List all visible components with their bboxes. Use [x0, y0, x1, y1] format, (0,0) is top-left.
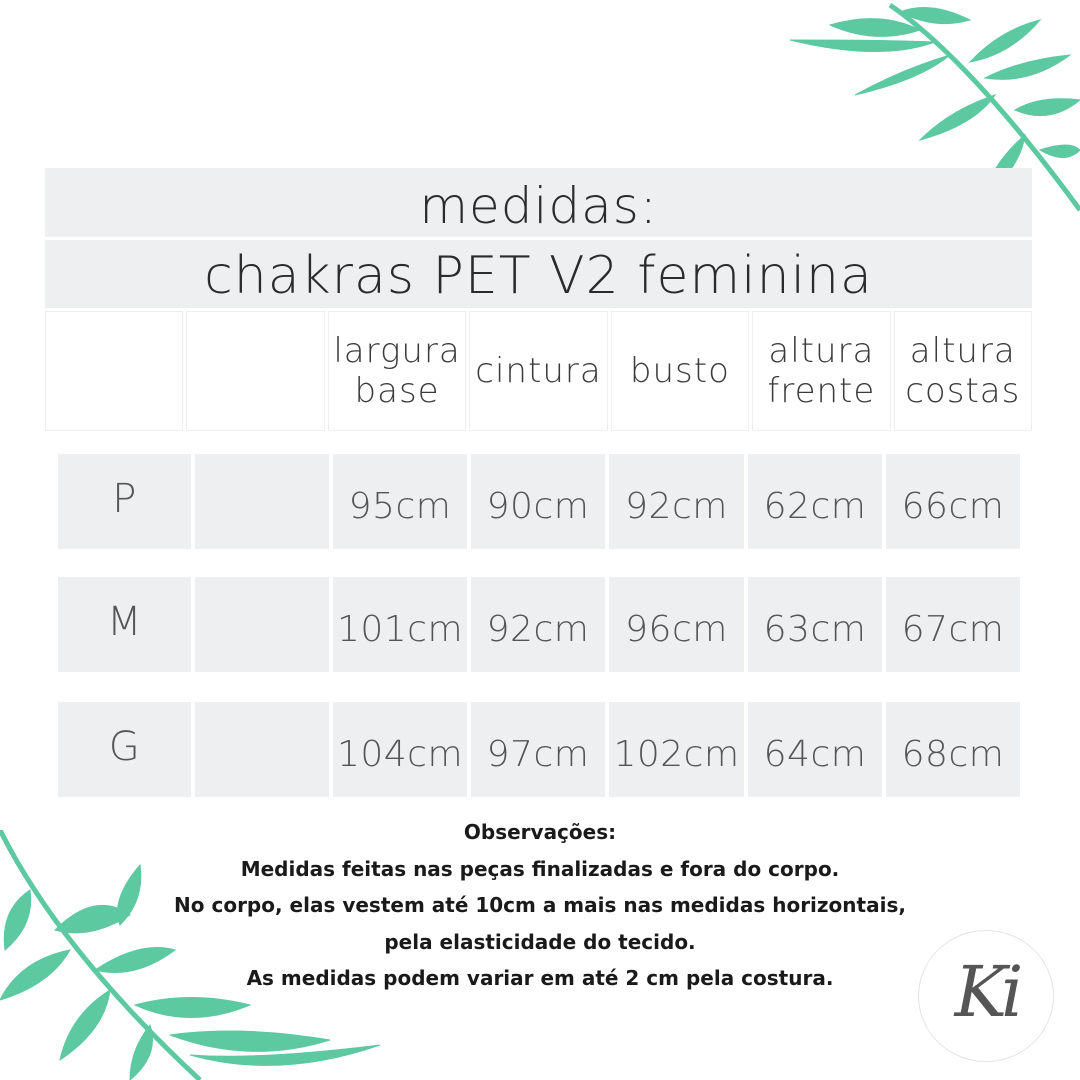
- product-name: chakras PET V2 feminina: [45, 240, 1032, 308]
- brand-logo-text: Ki: [954, 951, 1018, 1033]
- notes-block: [140, 814, 940, 997]
- value-cintura: 92cm: [471, 577, 605, 672]
- value-altura-frente: 63cm: [748, 577, 882, 672]
- header-cell-blank: [186, 311, 324, 431]
- size-row-g: [58, 702, 1022, 797]
- blank-cell: [195, 702, 329, 797]
- size-row-m: [58, 577, 1022, 672]
- value-largura-base: 95cm: [333, 454, 467, 549]
- size-label: P: [58, 454, 191, 549]
- value-largura-base: 101cm: [333, 577, 467, 672]
- value-cintura: 97cm: [471, 702, 605, 797]
- size-label: G: [58, 702, 191, 797]
- measurement-header-row: [45, 311, 1032, 431]
- value-altura-frente: 62cm: [748, 454, 882, 549]
- size-row-p: [58, 454, 1022, 549]
- header-cell-size: [45, 311, 183, 431]
- value-busto: 102cm: [609, 702, 744, 797]
- notes-line: Medidas feitas nas peças finalizadas e fora do corpo.: [240, 856, 840, 881]
- size-label: M: [58, 577, 191, 672]
- value-cintura: 90cm: [471, 454, 605, 549]
- notes-line: No corpo, elas vestem até 10cm a mais nas medidas horizontais,: [174, 893, 906, 917]
- page-title: medidas:: [45, 168, 1032, 237]
- brand-logo: [918, 930, 1054, 1062]
- value-busto: 96cm: [609, 577, 744, 672]
- value-largura-base: 104cm: [333, 702, 467, 797]
- notes-title: Observações:: [463, 820, 617, 844]
- header-cell-busto: busto: [611, 311, 749, 431]
- header-cell-altura-costas: altura costas: [894, 311, 1032, 431]
- header-cell-altura-frente: altura frente: [752, 311, 890, 431]
- value-altura-frente: 64cm: [748, 702, 882, 797]
- blank-cell: [195, 454, 329, 549]
- value-altura-costas: 66cm: [886, 454, 1020, 549]
- notes-line: As medidas podem variar em até 2 cm pela costura.: [246, 966, 834, 990]
- value-busto: 92cm: [609, 454, 744, 549]
- value-altura-costas: 67cm: [886, 577, 1020, 672]
- header-cell-largura-base: largura base: [328, 311, 466, 431]
- blank-cell: [195, 577, 329, 672]
- header-cell-cintura: cintura: [469, 311, 607, 431]
- notes-line: pela elasticidade do tecido.: [384, 929, 696, 954]
- value-altura-costas: 68cm: [886, 702, 1020, 797]
